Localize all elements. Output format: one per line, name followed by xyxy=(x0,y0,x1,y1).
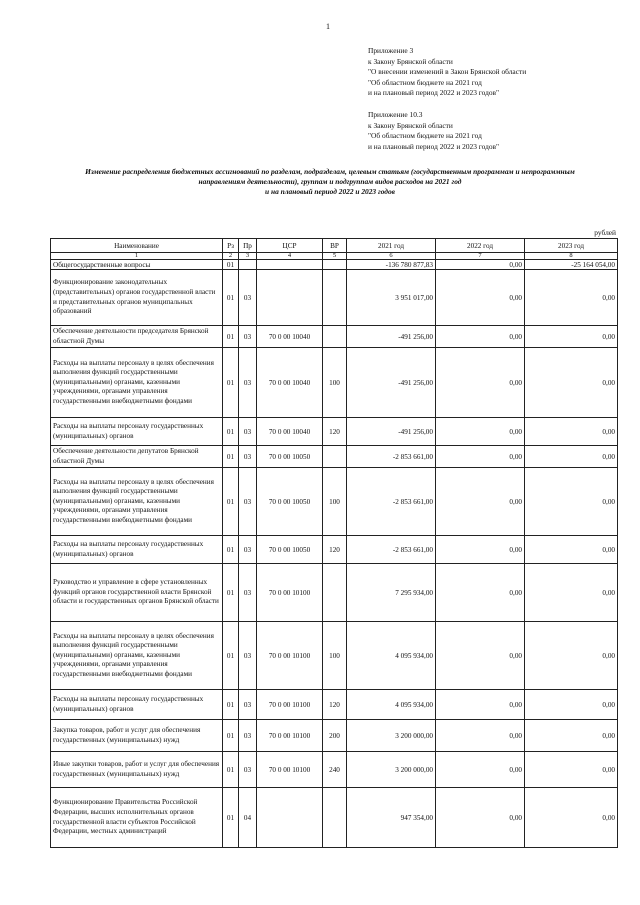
row-csr: 70 0 00 10100 xyxy=(257,720,323,752)
row-csr xyxy=(257,270,323,326)
row-name: Расходы на выплаты персоналу в целях обеспечения выполнения функций государственными (муниципальными) органами, казенными учреждениями, органами управления государственными внебюджетными фондами xyxy=(51,348,223,418)
row-2022: 0,00 xyxy=(436,270,525,326)
table-row xyxy=(51,468,618,536)
table-row xyxy=(51,418,618,446)
header-name: Наименование xyxy=(51,239,223,253)
table-row xyxy=(51,788,618,848)
row-pr: 03 xyxy=(239,536,257,564)
row-2022: 0,00 xyxy=(436,260,525,270)
row-rz: 01 xyxy=(223,468,239,536)
table-row xyxy=(51,752,618,788)
row-2022: 0,00 xyxy=(436,564,525,622)
header-vr: ВР xyxy=(323,239,347,253)
row-name: Руководство и управление в сфере установленных функций органов государственной власти Брянской области и государственных органов Брянской области xyxy=(51,564,223,622)
row-vr xyxy=(323,260,347,270)
appendix-3-line: "Об областном бюджете на 2021 год xyxy=(368,77,482,87)
appendix-3-line: Приложение 3 xyxy=(368,46,414,55)
row-2022: 0,00 xyxy=(436,752,525,788)
row-name: Расходы на выплаты персоналу государственных (муниципальных) органов xyxy=(51,690,223,720)
table-row xyxy=(51,564,618,622)
table-row xyxy=(51,536,618,564)
row-vr xyxy=(323,270,347,326)
row-2021: -136 780 877,83 xyxy=(347,260,436,270)
row-2022: 0,00 xyxy=(436,326,525,348)
row-rz: 01 xyxy=(223,418,239,446)
col-number: 1 xyxy=(51,253,223,260)
row-rz: 01 xyxy=(223,536,239,564)
row-vr: 100 xyxy=(323,468,347,536)
row-2023: 0,00 xyxy=(525,468,618,536)
row-pr: 03 xyxy=(239,720,257,752)
budget-table xyxy=(50,238,618,848)
row-rz: 01 xyxy=(223,752,239,788)
row-2023: -25 164 054,00 xyxy=(525,260,618,270)
title-line: Изменение распределения бюджетных ассигнований по разделам, подразделам, целевым статьям (государственным программам и непрограммным xyxy=(85,167,575,176)
row-2023: 0,00 xyxy=(525,788,618,848)
row-vr: 200 xyxy=(323,720,347,752)
row-2023: 0,00 xyxy=(525,326,618,348)
row-2021: -491 256,00 xyxy=(347,418,436,446)
row-name: Иные закупки товаров, работ и услуг для обеспечения государственных (муниципальных) нужд xyxy=(51,752,223,788)
row-pr: 03 xyxy=(239,348,257,418)
title-line: и на плановый период 2022 и 2023 годов xyxy=(265,187,395,196)
row-2021: 3 951 017,00 xyxy=(347,270,436,326)
row-2023: 0,00 xyxy=(525,564,618,622)
row-csr: 70 0 00 10050 xyxy=(257,446,323,468)
table-row xyxy=(51,720,618,752)
row-rz: 01 xyxy=(223,260,239,270)
row-pr: 03 xyxy=(239,326,257,348)
row-pr: 03 xyxy=(239,468,257,536)
row-pr: 03 xyxy=(239,690,257,720)
row-name: Расходы на выплаты персоналу в целях обеспечения выполнения функций государственными (муниципальными) органами, казенными учреждениями, органами управления государственными внебюджетными фондами xyxy=(51,622,223,690)
row-rz: 01 xyxy=(223,348,239,418)
row-csr: 70 0 00 10040 xyxy=(257,326,323,348)
table-row xyxy=(51,326,618,348)
row-pr: 04 xyxy=(239,788,257,848)
row-name: Закупка товаров, работ и услуг для обеспечения государственных (муниципальных) нужд xyxy=(51,720,223,752)
row-csr: 70 0 00 10040 xyxy=(257,348,323,418)
col-number: 5 xyxy=(323,253,347,260)
row-name: Обеспечение деятельности депутатов Брянской областной Думы xyxy=(51,446,223,468)
row-vr xyxy=(323,564,347,622)
row-2023: 0,00 xyxy=(525,752,618,788)
row-pr xyxy=(239,260,257,270)
row-2022: 0,00 xyxy=(436,418,525,446)
row-2021: 3 200 000,00 xyxy=(347,720,436,752)
row-2023: 0,00 xyxy=(525,418,618,446)
appendix-3-line: "О внесении изменений в Закон Брянской области xyxy=(368,67,527,76)
col-number: 4 xyxy=(257,253,323,260)
row-vr: 120 xyxy=(323,536,347,564)
row-2021: -2 853 661,00 xyxy=(347,446,436,468)
row-2022: 0,00 xyxy=(436,348,525,418)
table-row xyxy=(51,270,618,326)
appendix-10-3-line: "Об областном бюджете на 2021 год xyxy=(368,131,482,140)
row-rz: 01 xyxy=(223,720,239,752)
row-2023: 0,00 xyxy=(525,622,618,690)
row-2021: 7 295 934,00 xyxy=(347,564,436,622)
appendix-10-3-line: Приложение 10.3 xyxy=(368,110,423,119)
row-name: Функционирование Правительства Российской Федерации, высших исполнительных органов государственной власти субъектов Российской Федерации, местных администраций xyxy=(51,788,223,848)
row-csr: 70 0 00 10040 xyxy=(257,418,323,446)
row-2021: -2 853 661,00 xyxy=(347,468,436,536)
col-number: 6 xyxy=(347,253,436,260)
row-name: Функционирование законодательных (представительных) органов государственной власти и представительных органов муниципальных образований xyxy=(51,270,223,326)
row-pr: 03 xyxy=(239,418,257,446)
row-pr: 03 xyxy=(239,446,257,468)
row-pr: 03 xyxy=(239,564,257,622)
row-vr xyxy=(323,788,347,848)
row-vr: 100 xyxy=(323,348,347,418)
row-vr xyxy=(323,446,347,468)
title-line: направлениям деятельности), группам и подгруппам видов расходов на 2021 год xyxy=(198,177,462,186)
row-2021: -2 853 661,00 xyxy=(347,536,436,564)
row-vr: 240 xyxy=(323,752,347,788)
table-row xyxy=(51,446,618,468)
row-2022: 0,00 xyxy=(436,788,525,848)
row-rz: 01 xyxy=(223,326,239,348)
row-vr: 120 xyxy=(323,690,347,720)
row-rz: 01 xyxy=(223,564,239,622)
row-pr: 03 xyxy=(239,622,257,690)
row-rz: 01 xyxy=(223,622,239,690)
table-body xyxy=(51,260,618,848)
row-vr: 120 xyxy=(323,418,347,446)
header-2023: 2023 год xyxy=(525,239,618,253)
row-rz: 01 xyxy=(223,690,239,720)
table-row xyxy=(51,690,618,720)
appendix-10-3-line: и на плановый период 2022 и 2023 годов" xyxy=(368,141,500,151)
row-2021: 947 354,00 xyxy=(347,788,436,848)
row-2023: 0,00 xyxy=(525,270,618,326)
row-name: Расходы на выплаты персоналу в целях обеспечения выполнения функций государственными (муниципальными) органами, казенными учреждениями, органами управления государственными внебюджетными фондами xyxy=(51,468,223,536)
appendix-3-block xyxy=(368,46,526,99)
row-rz: 01 xyxy=(223,446,239,468)
currency-unit: рублей xyxy=(594,228,616,237)
row-name: Общегосударственные вопросы xyxy=(51,260,223,270)
row-csr: 70 0 00 10100 xyxy=(257,564,323,622)
header-2021: 2021 год xyxy=(347,239,436,253)
header-2022: 2022 год xyxy=(436,239,525,253)
row-2023: 0,00 xyxy=(525,536,618,564)
appendix-3-line: и на плановый период 2022 и 2023 годов" xyxy=(368,88,500,97)
header-csr: ЦСР xyxy=(257,239,323,253)
row-csr: 70 0 00 10050 xyxy=(257,468,323,536)
row-2023: 0,00 xyxy=(525,690,618,720)
document-title xyxy=(40,167,620,197)
col-number: 2 xyxy=(223,253,239,260)
row-csr: 70 0 00 10100 xyxy=(257,690,323,720)
row-2021: 4 095 934,00 xyxy=(347,622,436,690)
row-csr: 70 0 00 10100 xyxy=(257,622,323,690)
table-row xyxy=(51,348,618,418)
col-number: 7 xyxy=(436,253,525,260)
page-number: 1 xyxy=(326,22,330,31)
row-rz: 01 xyxy=(223,270,239,326)
row-2023: 0,00 xyxy=(525,348,618,418)
row-2021: 4 095 934,00 xyxy=(347,690,436,720)
appendix-10-3-line: к Закону Брянской области xyxy=(368,120,453,130)
row-rz: 01 xyxy=(223,788,239,848)
header-pr: Пр xyxy=(239,239,257,253)
row-2022: 0,00 xyxy=(436,622,525,690)
row-csr xyxy=(257,260,323,270)
row-2022: 0,00 xyxy=(436,720,525,752)
row-csr: 70 0 00 10050 xyxy=(257,536,323,564)
appendix-3-line: к Закону Брянской области xyxy=(368,56,453,66)
row-vr xyxy=(323,326,347,348)
row-pr: 03 xyxy=(239,752,257,788)
appendix-10-3-block xyxy=(368,110,499,152)
row-csr xyxy=(257,788,323,848)
row-2021: 3 200 000,00 xyxy=(347,752,436,788)
header-rz: Рз xyxy=(223,239,239,253)
row-name: Расходы на выплаты персоналу государственных (муниципальных) органов xyxy=(51,418,223,446)
header-row xyxy=(51,239,618,253)
table-row xyxy=(51,622,618,690)
table-row xyxy=(51,260,618,270)
row-2022: 0,00 xyxy=(436,690,525,720)
column-number-row xyxy=(51,253,618,260)
row-2022: 0,00 xyxy=(436,536,525,564)
row-2021: -491 256,00 xyxy=(347,348,436,418)
row-pr: 03 xyxy=(239,270,257,326)
row-csr: 70 0 00 10100 xyxy=(257,752,323,788)
col-number: 8 xyxy=(525,253,618,260)
row-name: Расходы на выплаты персоналу государственных (муниципальных) органов xyxy=(51,536,223,564)
row-vr: 100 xyxy=(323,622,347,690)
row-2022: 0,00 xyxy=(436,468,525,536)
row-2022: 0,00 xyxy=(436,446,525,468)
row-2021: -491 256,00 xyxy=(347,326,436,348)
col-number: 3 xyxy=(239,253,257,260)
row-2023: 0,00 xyxy=(525,446,618,468)
row-2023: 0,00 xyxy=(525,720,618,752)
row-name: Обеспечение деятельности председателя Брянской областной Думы xyxy=(51,326,223,348)
